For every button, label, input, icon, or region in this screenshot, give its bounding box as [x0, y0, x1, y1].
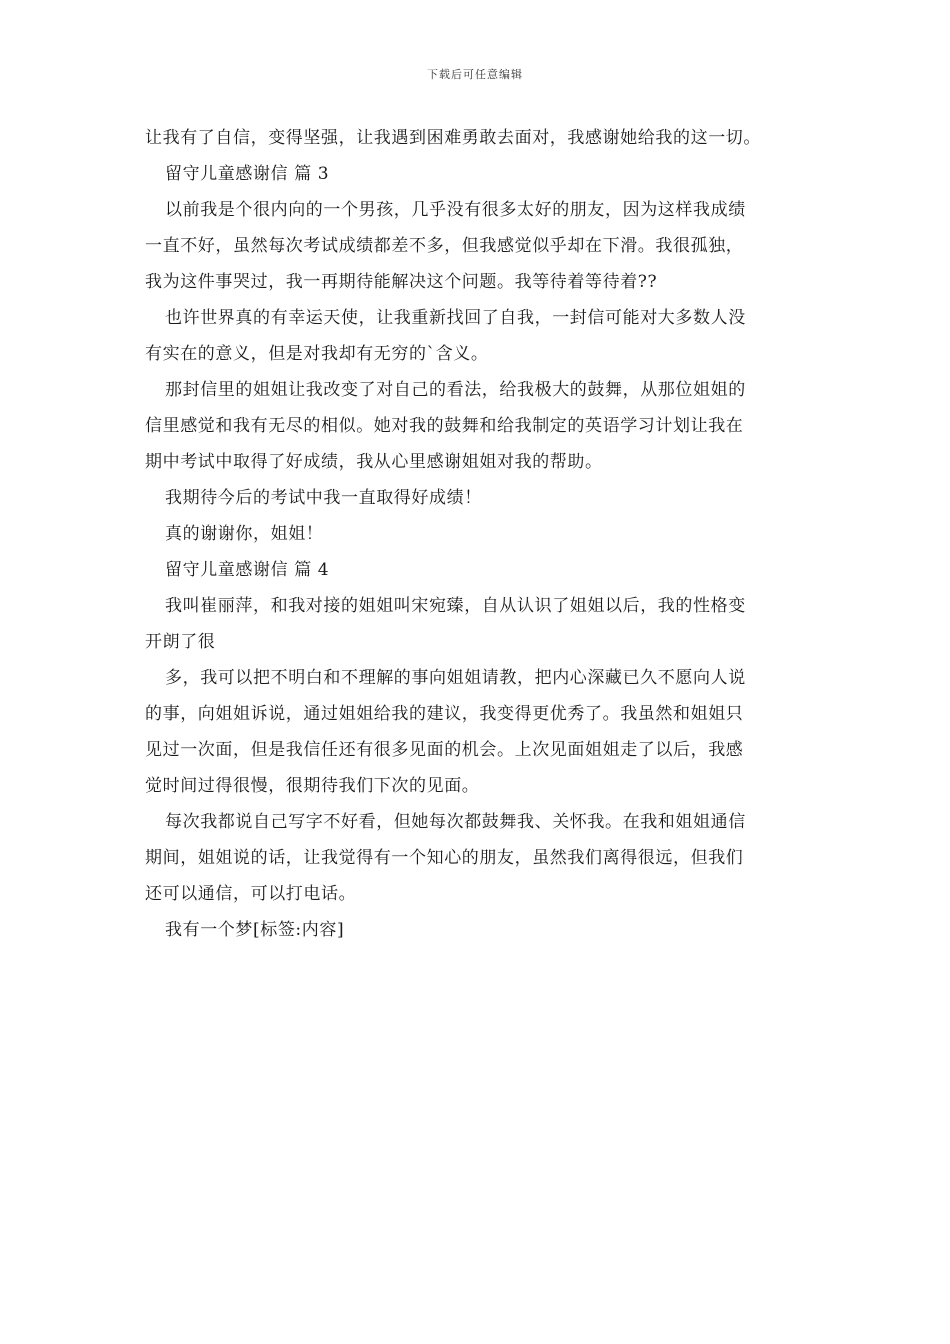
text-line-14: 我叫崔丽萍，和我对接的姐姐叫宋宛臻，自从认识了姐姐以后，我的性格变	[165, 596, 746, 616]
section-title-4: 留守儿童感谢信 篇 4	[165, 560, 330, 580]
section-title-3: 留守儿童感谢信 篇 3	[165, 164, 330, 184]
text-line-19: 觉时间过得很慢，很期待我们下次的见面。	[145, 776, 480, 796]
text-line-17: 的事，向姐姐诉说，通过姐姐给我的建议，我变得更优秀了。我虽然和姐姐只	[145, 704, 744, 724]
text-line-15: 开朗了很	[145, 632, 216, 652]
page-header: 下载后可任意编辑	[427, 68, 523, 81]
text-line-20: 每次我都说自己写字不好看，但她每次都鼓舞我、关怀我。在我和姐姐通信	[165, 812, 746, 832]
text-line-1: 让我有了自信，变得坚强，让我遇到困难勇敢去面对，我感谢她给我的这一切。	[145, 128, 761, 148]
text-line-22: 还可以通信，可以打电话。	[145, 884, 357, 904]
text-line-6: 也许世界真的有幸运天使，让我重新找回了自我，一封信可能对大多数人没	[165, 308, 746, 328]
text-line-11: 我期待今后的考试中我一直取得好成绩！	[165, 488, 482, 508]
text-line-23: 我有一个梦[标签:内容]	[165, 920, 345, 940]
text-line-3: 以前我是个很内向的一个男孩，几乎没有很多太好的朋友，因为这样我成绩	[165, 200, 746, 220]
document-body	[145, 120, 807, 948]
text-line-18: 见过一次面，但是我信任还有很多见面的机会。上次见面姐姐走了以后，我感	[145, 740, 744, 760]
text-line-10: 期中考试中取得了好成绩，我从心里感谢姐姐对我的帮助。	[145, 452, 603, 472]
text-line-21: 期间，姐姐说的话，让我觉得有一个知心的朋友，虽然我们离得很远，但我们	[145, 848, 744, 868]
text-line-9: 信里感觉和我有无尽的相似。她对我的鼓舞和给我制定的英语学习计划让我在	[145, 416, 744, 436]
text-line-4: 一直不好，虽然每次考试成绩都差不多，但我感觉似乎却在下滑。我很孤独，	[145, 236, 744, 256]
text-line-7: 有实在的意义，但是对我却有无穷的`含义。	[145, 344, 489, 364]
text-line-8: 那封信里的姐姐让我改变了对自己的看法，给我极大的鼓舞，从那位姐姐的	[165, 380, 746, 400]
text-line-16: 多，我可以把不明白和不理解的事向姐姐请教，把内心深藏已久不愿向人说	[165, 668, 746, 688]
text-line-12: 真的谢谢你，姐姐！	[165, 524, 324, 544]
text-line-5: 我为这件事哭过，我一再期待能解决这个问题。我等待着等待着??	[145, 272, 658, 292]
